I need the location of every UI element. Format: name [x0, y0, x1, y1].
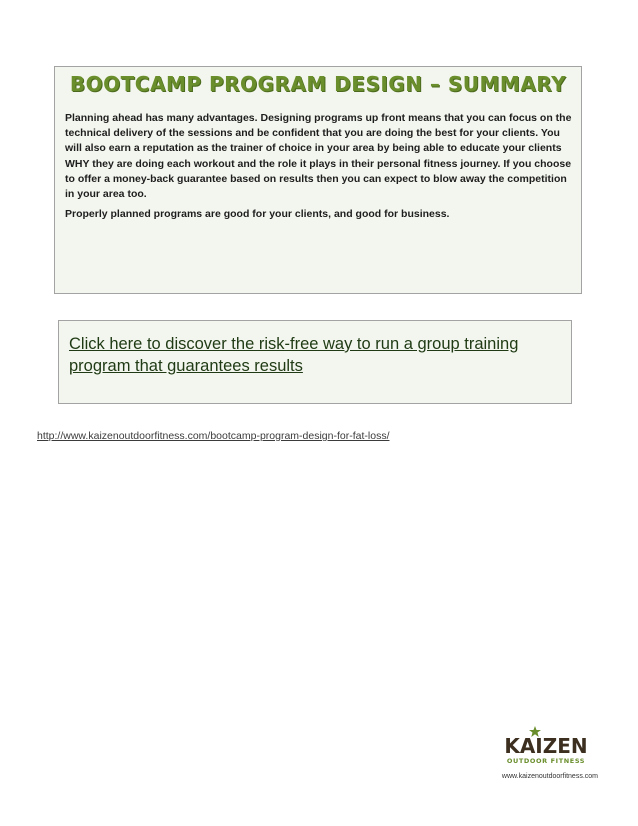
cta-box	[58, 320, 572, 404]
footer-website: www.kaizenoutdoorfitness.com	[501, 773, 598, 780]
logo-tagline: OUTDOOR FITNESS	[506, 757, 586, 765]
summary-body	[65, 111, 577, 227]
summary-box	[54, 66, 582, 294]
summary-paragraph-2: Properly planned programs are good for your clients, and good for business.	[65, 208, 450, 221]
cta-link[interactable]: Click here to discover the risk-free way to run a group training program that guarantees results	[69, 335, 519, 375]
logo-name: KAIZEN	[504, 734, 588, 758]
summary-paragraph-1: Planning ahead has many advantages. Designing programs up front means that you can focus on the technical delivery of the sessions and be confident that you are doing the best for your clients. You will also earn a reputation as the trainer of choice in your area by being able to educate your clients WHY they are doing each workout and the role it plays in their personal fitness journey. If you choose to offer a money-back guarantee based on results then you can expect to blow away the competition in your area too.	[65, 112, 572, 201]
summary-title: BOOTCAMP PROGRAM DESIGN – SUMMARY	[69, 72, 567, 96]
source-url-link[interactable]: http://www.kaizenoutdoorfitness.com/bootcamp-program-design-for-fat-loss/	[37, 430, 390, 442]
kaizen-logo	[494, 726, 598, 780]
